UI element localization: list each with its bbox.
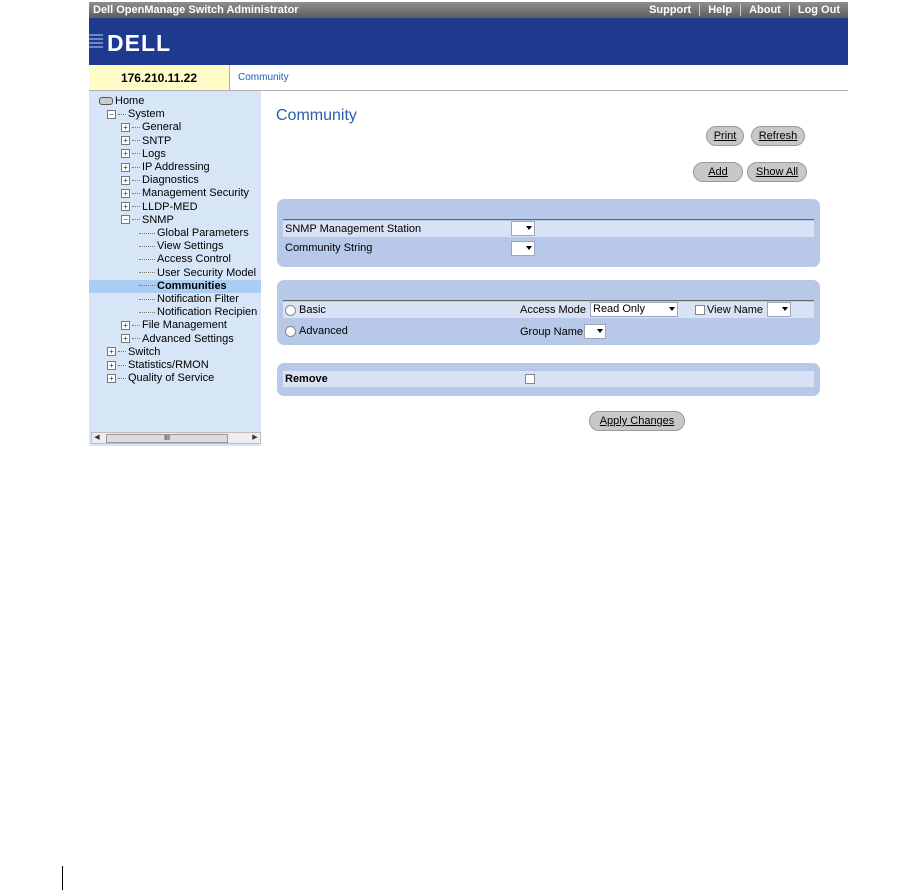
nav-item-file-management[interactable]	[89, 319, 227, 332]
refresh-button[interactable]: Refresh	[751, 126, 805, 146]
tree-connector	[118, 378, 126, 379]
banner	[89, 18, 848, 65]
expand-icon[interactable]: +	[121, 123, 130, 132]
nav-item-label: SNTP	[142, 134, 172, 147]
nav-item-sntp[interactable]	[89, 135, 171, 148]
divider	[283, 300, 814, 301]
advanced-radio[interactable]	[285, 326, 296, 337]
nav-item-home[interactable]	[89, 95, 144, 108]
nav-item-label: Logs	[142, 147, 166, 160]
nav-item-view-settings[interactable]	[89, 240, 223, 253]
remove-checkbox[interactable]	[525, 374, 535, 384]
home-icon	[99, 97, 113, 105]
nav-item-label: Statistics/RMON	[128, 359, 209, 371]
view-name-select[interactable]	[767, 302, 791, 317]
tree-connector	[132, 193, 140, 194]
advanced-label: Advanced	[299, 325, 348, 337]
expand-icon[interactable]: +	[121, 136, 130, 145]
nav-item-label: Notification Filter	[157, 293, 239, 305]
nav-item-label: Notification Recipien	[157, 306, 258, 319]
nav-item-label: Quality of Service	[128, 372, 215, 385]
group-name-select[interactable]	[584, 324, 606, 339]
nav-item-label: Access Control	[157, 253, 231, 266]
chevron-down-icon	[782, 307, 788, 311]
top-links	[641, 2, 848, 18]
nav-item-label: Home	[115, 95, 145, 107]
dell-logo: DELL	[107, 30, 172, 56]
nav-item-general[interactable]	[89, 121, 181, 134]
nav-item-label: Diagnostics	[142, 174, 199, 187]
nav-item-ip-addressing[interactable]	[89, 161, 210, 174]
nav-item-label: LLDP-MED	[142, 200, 198, 213]
expand-icon[interactable]: +	[107, 347, 116, 356]
station-label: SNMP Management Station	[285, 223, 422, 235]
logout-link[interactable]: Log Out	[789, 4, 848, 16]
tree-connector	[139, 299, 155, 300]
tree-connector	[132, 153, 140, 154]
divider	[283, 219, 814, 220]
app-title: Dell OpenManage Switch Administrator	[93, 4, 299, 16]
remove-row	[283, 371, 814, 387]
nav-item-user-security-model[interactable]	[89, 267, 256, 280]
tree-connector	[132, 167, 140, 168]
tree-connector	[139, 246, 155, 247]
support-link[interactable]: Support	[649, 4, 692, 16]
collapse-icon[interactable]: −	[107, 110, 116, 119]
collapse-icon[interactable]: −	[121, 215, 130, 224]
scroll-left-icon[interactable]: ◀	[94, 434, 100, 441]
remove-label: Remove	[285, 373, 328, 385]
chevron-down-icon	[526, 246, 532, 250]
tree-connector	[132, 325, 140, 326]
station-row	[283, 221, 814, 237]
nav-item-label: General	[142, 121, 182, 134]
tree-connector	[132, 338, 140, 339]
tree-connector	[132, 180, 140, 181]
expand-icon[interactable]: +	[121, 334, 130, 343]
nav-item-notification-recipien[interactable]	[89, 306, 257, 319]
tree-connector	[132, 140, 140, 141]
nav-item-communities[interactable]	[89, 280, 261, 293]
nav-item-label: Communities	[157, 279, 227, 292]
nav-item-logs[interactable]	[89, 148, 166, 161]
print-button[interactable]: Print	[706, 126, 744, 146]
nav-item-notification-filter[interactable]	[89, 293, 239, 306]
basic-row	[283, 302, 814, 318]
expand-icon[interactable]: +	[121, 149, 130, 158]
nav-item-advanced-settings[interactable]	[89, 333, 234, 346]
expand-icon[interactable]: +	[121, 176, 130, 185]
expand-icon[interactable]: +	[121, 189, 130, 198]
nav-item-quality-of-service[interactable]	[89, 372, 214, 385]
chevron-down-icon	[526, 226, 532, 230]
access-mode-label: Access Mode	[520, 304, 587, 316]
nav-item-label: Advanced Settings	[142, 332, 234, 345]
chevron-down-icon	[597, 329, 603, 333]
nav-item-snmp[interactable]	[89, 214, 174, 227]
view-name-label: View Name	[707, 304, 764, 316]
tree-connector	[139, 272, 155, 273]
breadcrumb[interactable]: Community	[238, 72, 289, 83]
scroll-thumb[interactable]: III	[106, 434, 228, 443]
nav-item-label: Switch	[128, 345, 161, 358]
nav-item-label: System	[128, 108, 165, 121]
nav-item-statistics-rmon[interactable]	[89, 359, 209, 372]
nav-item-label: Management Security	[142, 187, 249, 200]
nav-item-label: IP Addressing	[142, 161, 210, 173]
help-link[interactable]: Help	[699, 4, 740, 16]
nav-item-label: User Security Model	[157, 266, 257, 279]
nav-item-label: File Management	[142, 319, 227, 332]
mode-panel	[277, 280, 820, 345]
sidebar	[89, 91, 261, 446]
device-ip: 176.210.11.22	[89, 65, 230, 90]
nav-item-label: Global Parameters	[157, 227, 249, 239]
nav-item-lldp-med[interactable]	[89, 201, 198, 214]
community-label: Community String	[285, 242, 373, 254]
view-name-checkbox[interactable]	[695, 305, 705, 315]
community-select[interactable]	[511, 241, 535, 256]
tree-connector	[118, 365, 126, 366]
nav-item-label: View Settings	[157, 240, 224, 253]
nav-item-diagnostics[interactable]	[89, 174, 199, 187]
group-name-label: Group Name	[520, 326, 583, 338]
tree-connector	[132, 127, 140, 128]
tree-connector	[118, 351, 126, 352]
tree-connector	[132, 206, 140, 207]
tree-connector	[139, 233, 155, 234]
expand-icon[interactable]: +	[107, 361, 116, 370]
page-margin-line	[62, 866, 63, 890]
page-title: Community	[276, 107, 357, 124]
expand-icon[interactable]: +	[121, 163, 130, 172]
about-link[interactable]: About	[740, 4, 789, 16]
nav-item-access-control[interactable]	[89, 253, 231, 266]
expand-icon[interactable]: +	[107, 374, 116, 383]
nav-item-label: SNMP	[142, 213, 174, 226]
nav-item-switch[interactable]	[89, 346, 160, 359]
main-content	[261, 91, 848, 446]
tree-connector	[139, 259, 155, 260]
stripe-decoration	[89, 34, 103, 48]
access-mode-select[interactable]: Read Only	[590, 302, 678, 317]
basic-radio[interactable]	[285, 305, 296, 316]
scroll-right-icon[interactable]: ▶	[252, 434, 258, 441]
station-select[interactable]	[511, 221, 535, 236]
expand-icon[interactable]: +	[121, 321, 130, 330]
expand-icon[interactable]: +	[121, 202, 130, 211]
remove-panel	[277, 363, 820, 396]
top-bar	[89, 2, 848, 18]
station-panel	[277, 199, 820, 267]
chevron-down-icon	[669, 307, 675, 311]
tree-connector	[118, 114, 126, 115]
horizontal-scrollbar[interactable]	[91, 432, 261, 444]
tree-connector	[139, 312, 155, 313]
apply-changes-button[interactable]: Apply Changes	[589, 411, 685, 431]
app-window	[89, 2, 848, 446]
show-all-button[interactable]: Show All	[747, 162, 807, 182]
tree-connector	[139, 285, 155, 286]
nav-item-global-parameters[interactable]	[89, 227, 249, 240]
tree-connector	[132, 219, 140, 220]
nav-item-system[interactable]	[89, 108, 165, 121]
basic-label: Basic	[299, 304, 326, 316]
location-bar	[89, 65, 848, 91]
add-button[interactable]: Add	[693, 162, 743, 182]
nav-item-management-security[interactable]	[89, 187, 249, 200]
